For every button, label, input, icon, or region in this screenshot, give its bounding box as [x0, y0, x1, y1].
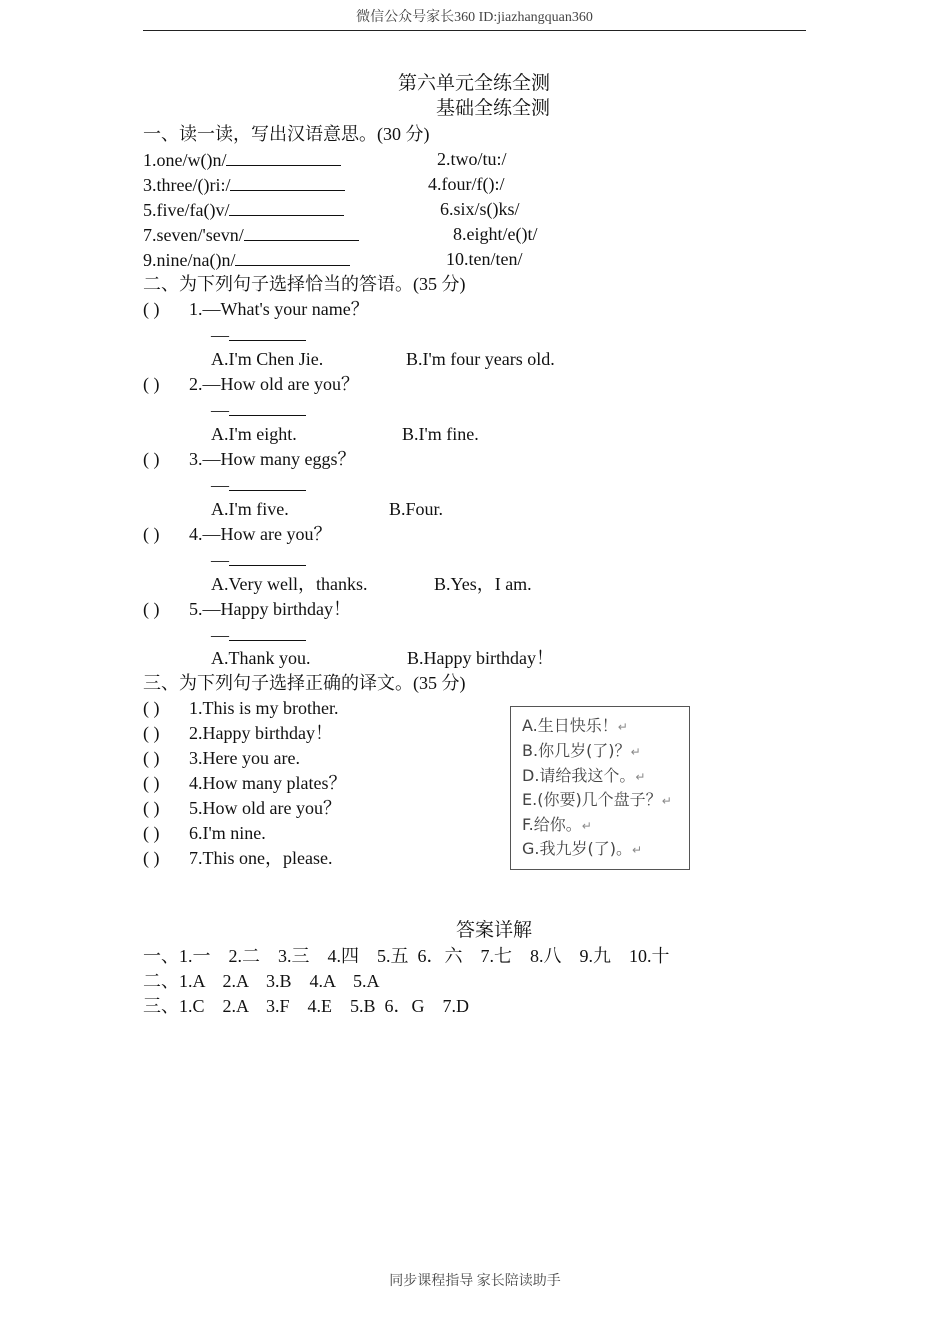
option-item: F.给你。↵ — [522, 815, 592, 834]
vocab-item: 4.four/f():/ — [428, 174, 505, 194]
answer-paren[interactable]: ( ) — [143, 723, 160, 743]
vocab-item: 7.seven/'sevn/ — [143, 222, 359, 247]
section1-heading: 一、读一读，写出汉语意思。(30 分) — [143, 124, 430, 144]
option-a: A.I'm eight. — [211, 424, 297, 444]
option-a: A.Very well，thanks. — [211, 574, 368, 594]
sentence-item: 3.Here you are. — [189, 748, 300, 768]
answer-paren[interactable]: ( ) — [143, 599, 160, 619]
option-a: A.I'm Chen Jie. — [211, 349, 324, 369]
option-a: A.Thank you. — [211, 648, 311, 668]
sentence-item: 5.How old are you？ — [189, 798, 341, 818]
answer-paren[interactable]: ( ) — [143, 798, 160, 818]
answers-line: 一、1.一 2.二 3.三 4.四 5.五 6．六 7.七 8.八 9.九 10.十 — [143, 946, 670, 966]
vocab-item: 5.five/fa()v/ — [143, 197, 344, 222]
reply-line: — — [211, 547, 306, 572]
option-item: A.生日快乐！↵ — [522, 716, 628, 735]
question-text: 5.—Happy birthday！ — [189, 599, 351, 619]
question-text: 2.—How old are you？ — [189, 374, 359, 394]
option-item: B.你几岁(了)？↵ — [522, 741, 641, 760]
reply-line: — — [211, 622, 306, 647]
answer-paren[interactable]: ( ) — [143, 299, 160, 319]
section2-heading: 二、为下列句子选择恰当的答语。(35 分) — [143, 274, 466, 294]
vocab-item: 10.ten/ten/ — [446, 249, 523, 269]
answer-paren[interactable]: ( ) — [143, 449, 160, 469]
translation-options-box — [510, 706, 690, 870]
answers-line: 三、1.C 2.A 3.F 4.E 5.B 6．G 7.D — [143, 996, 470, 1016]
vocab-item: 6.six/s()ks/ — [440, 199, 520, 219]
vocab-item: 2.two/tu:/ — [437, 149, 507, 169]
sentence-item: 4.How many plates？ — [189, 773, 347, 793]
option-b: B.Yes，I am. — [434, 574, 532, 594]
answer-paren[interactable]: ( ) — [143, 748, 160, 768]
answer-paren[interactable]: ( ) — [143, 698, 160, 718]
reply-line: — — [211, 472, 306, 497]
answer-paren[interactable]: ( ) — [143, 524, 160, 544]
option-item: D.请给我这个。↵ — [522, 766, 646, 785]
header-divider — [143, 30, 806, 31]
question-text: 4.—How are you？ — [189, 524, 332, 544]
answer-blank[interactable] — [226, 147, 341, 166]
option-b: B.Happy birthday！ — [407, 648, 554, 668]
answer-blank[interactable] — [235, 247, 350, 266]
answers-line: 二、1.A 2.A 3.B 4.A 5.A — [143, 971, 380, 991]
page-header: 微信公众号家长360 ID:jiazhangquan360 — [356, 10, 593, 25]
answer-blank[interactable] — [229, 197, 344, 216]
question-text: 3.—How many eggs？ — [189, 449, 356, 469]
vocab-item: 8.eight/e()t/ — [453, 224, 538, 244]
option-item: G.我九岁(了)。↵ — [522, 839, 643, 858]
page-footer: 同步课程指导 家长陪读助手 — [389, 1274, 561, 1289]
answer-paren[interactable]: ( ) — [143, 823, 160, 843]
section3-heading: 三、为下列句子选择正确的译文。(35 分) — [143, 673, 466, 693]
answer-blank[interactable] — [230, 172, 345, 191]
answer-paren[interactable]: ( ) — [143, 773, 160, 793]
answer-paren[interactable]: ( ) — [143, 374, 160, 394]
page-subtitle: 基础全练全测 — [436, 98, 551, 119]
sentence-item: 1.This is my brother. — [189, 698, 339, 718]
page-title: 第六单元全练全测 — [398, 73, 551, 94]
vocab-item: 9.nine/na()n/ — [143, 247, 350, 272]
reply-line: — — [211, 322, 306, 347]
reply-line: — — [211, 397, 306, 422]
answer-paren[interactable]: ( ) — [143, 848, 160, 868]
question-text: 1.—What's your name？ — [189, 299, 369, 319]
option-b: B.Four. — [389, 499, 444, 519]
answers-title: 答案详解 — [456, 920, 533, 941]
option-a: A.I'm five. — [211, 499, 289, 519]
option-item: E.(你要)几个盘子？↵ — [522, 790, 672, 809]
option-b: B.I'm four years old. — [406, 349, 555, 369]
option-b: B.I'm fine. — [402, 424, 479, 444]
vocab-item: 3.three/()ri:/ — [143, 172, 345, 197]
vocab-item: 1.one/w()n/ — [143, 147, 341, 172]
sentence-item: 7.This one，please. — [189, 848, 333, 868]
answer-blank[interactable] — [244, 222, 359, 241]
sentence-item: 2.Happy birthday！ — [189, 723, 333, 743]
sentence-item: 6.I'm nine. — [189, 823, 266, 843]
